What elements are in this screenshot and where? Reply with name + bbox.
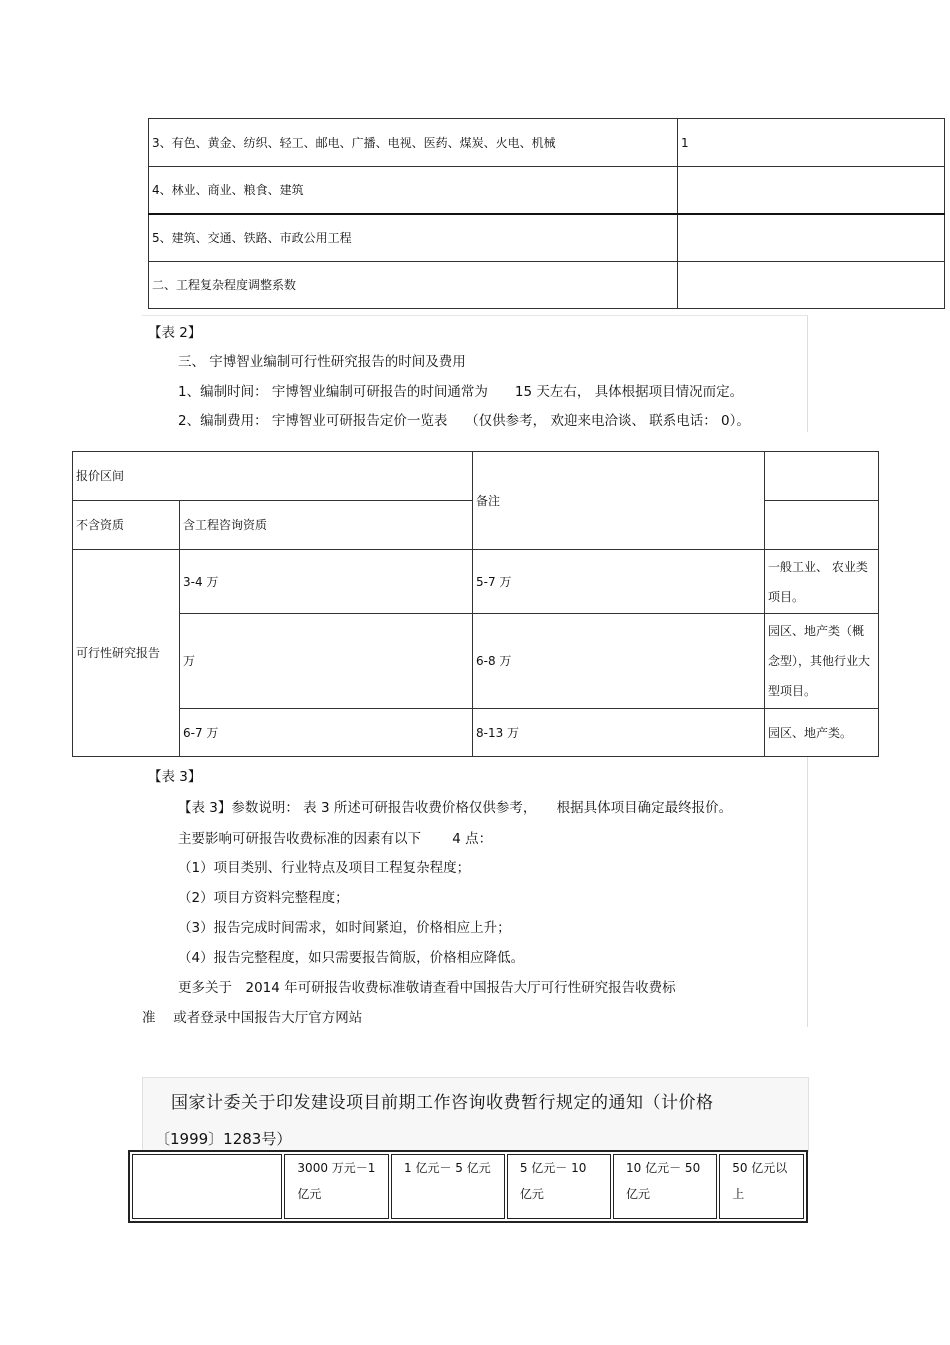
table-row — [73, 614, 879, 709]
table-cell — [765, 501, 879, 550]
table-header: 3000 万元－1 亿元 — [284, 1154, 389, 1219]
table-row — [73, 452, 879, 501]
list-item: （3）报告完成时间需求，如时间紧迫，价格相应上升； — [178, 920, 511, 936]
table-header: 10 亿元－ 50 亿元 — [613, 1154, 717, 1219]
table-cell: 1 — [678, 119, 945, 167]
paragraph: 主要影响可研报告收费标准的因素有以下 4 点： — [178, 831, 493, 847]
paragraph: 更多关于 2014 年可研报告收费标准敬请查看中国报告大厅可行性研究报告收费标 — [178, 980, 676, 996]
table-header: 含工程咨询资质 — [180, 501, 473, 550]
table-cell: 园区、地产类（概念型），其他行业大型项目。 — [765, 614, 879, 709]
table-caption: 【表 2】 — [148, 325, 202, 341]
table-cell: 二、工程复杂程度调整系数 — [149, 262, 678, 309]
table-cell: 园区、地产类。 — [765, 709, 879, 757]
table-cell — [132, 1154, 282, 1219]
table-cell: 3、有色、黄金、纺织、轻工、邮电、广播、电视、医药、煤炭、火电、机械 — [149, 119, 678, 167]
table-cell: 3-4 万 — [180, 550, 473, 614]
table-cell: 5-7 万 — [473, 550, 765, 614]
section-parameters — [142, 757, 808, 1027]
table-cell: 8-13 万 — [473, 709, 765, 757]
price-table — [72, 451, 879, 757]
table-caption: 【表 3】 — [148, 769, 202, 785]
table-cell — [765, 452, 879, 501]
table-header: 50 亿元以上 — [719, 1154, 804, 1219]
table-header: 5 亿元－ 10 亿元 — [507, 1154, 611, 1219]
table-row — [132, 1154, 804, 1219]
notice-reference: 〔1999〕1283号） — [155, 1130, 292, 1148]
notice-title: 国家计委关于印发建设项目前期工作咨询收费暂行规定的通知（计价格 — [171, 1093, 714, 1113]
investment-range-table — [128, 1150, 808, 1223]
list-item: （2）项目方资料完整程度； — [178, 890, 349, 906]
table-cell: 6-7 万 — [180, 709, 473, 757]
table-cell: 万 — [180, 614, 473, 709]
paragraph: 【表 3】参数说明： 表 3 所述可研报告收费价格仅供参考， 根据具体项目确定最终报价。 — [178, 800, 733, 816]
table-cell — [678, 167, 945, 214]
table-cell: 一般工业、 农业类项目。 — [765, 550, 879, 614]
table-header: 报价区间 — [73, 452, 473, 501]
table-header: 备注 — [473, 452, 765, 550]
table-cell: 5、建筑、交通、铁路、市政公用工程 — [149, 214, 678, 262]
table-header: 1 亿元－ 5 亿元 — [391, 1154, 505, 1219]
table-header: 不含资质 — [73, 501, 180, 550]
paragraph: 1、编制时间： 宇博智业编制可研报告的时间通常为 15 天左右， 具体根据项目情况而定。 — [178, 384, 744, 400]
list-item: （4）报告完整程度，如只需要报告简版，价格相应降低。 — [178, 950, 525, 966]
table-row — [149, 167, 945, 214]
industry-coefficient-table — [148, 118, 945, 309]
notice-block — [142, 1077, 809, 1152]
paragraph: 准 或者登录中国报告大厅官方网站 — [142, 1010, 363, 1026]
table-row — [73, 709, 879, 757]
table-row — [149, 262, 945, 309]
row-label: 可行性研究报告 — [73, 550, 180, 757]
table-cell — [678, 214, 945, 262]
table-row — [149, 214, 945, 262]
table-cell: 6-8 万 — [473, 614, 765, 709]
table-row — [73, 550, 879, 614]
table-cell: 4、林业、商业、粮食、建筑 — [149, 167, 678, 214]
list-item: （1）项目类别、行业特点及项目工程复杂程度； — [178, 860, 471, 876]
paragraph: 2、编制费用： 宇博智业可研报告定价一览表 （仅供参考， 欢迎来电洽谈、 联系电话： 0）。 — [178, 413, 750, 429]
table-cell — [678, 262, 945, 309]
table-row — [149, 119, 945, 167]
section-fee-intro — [142, 315, 808, 432]
section-heading: 三、 宇博智业编制可行性研究报告的时间及费用 — [178, 354, 466, 370]
